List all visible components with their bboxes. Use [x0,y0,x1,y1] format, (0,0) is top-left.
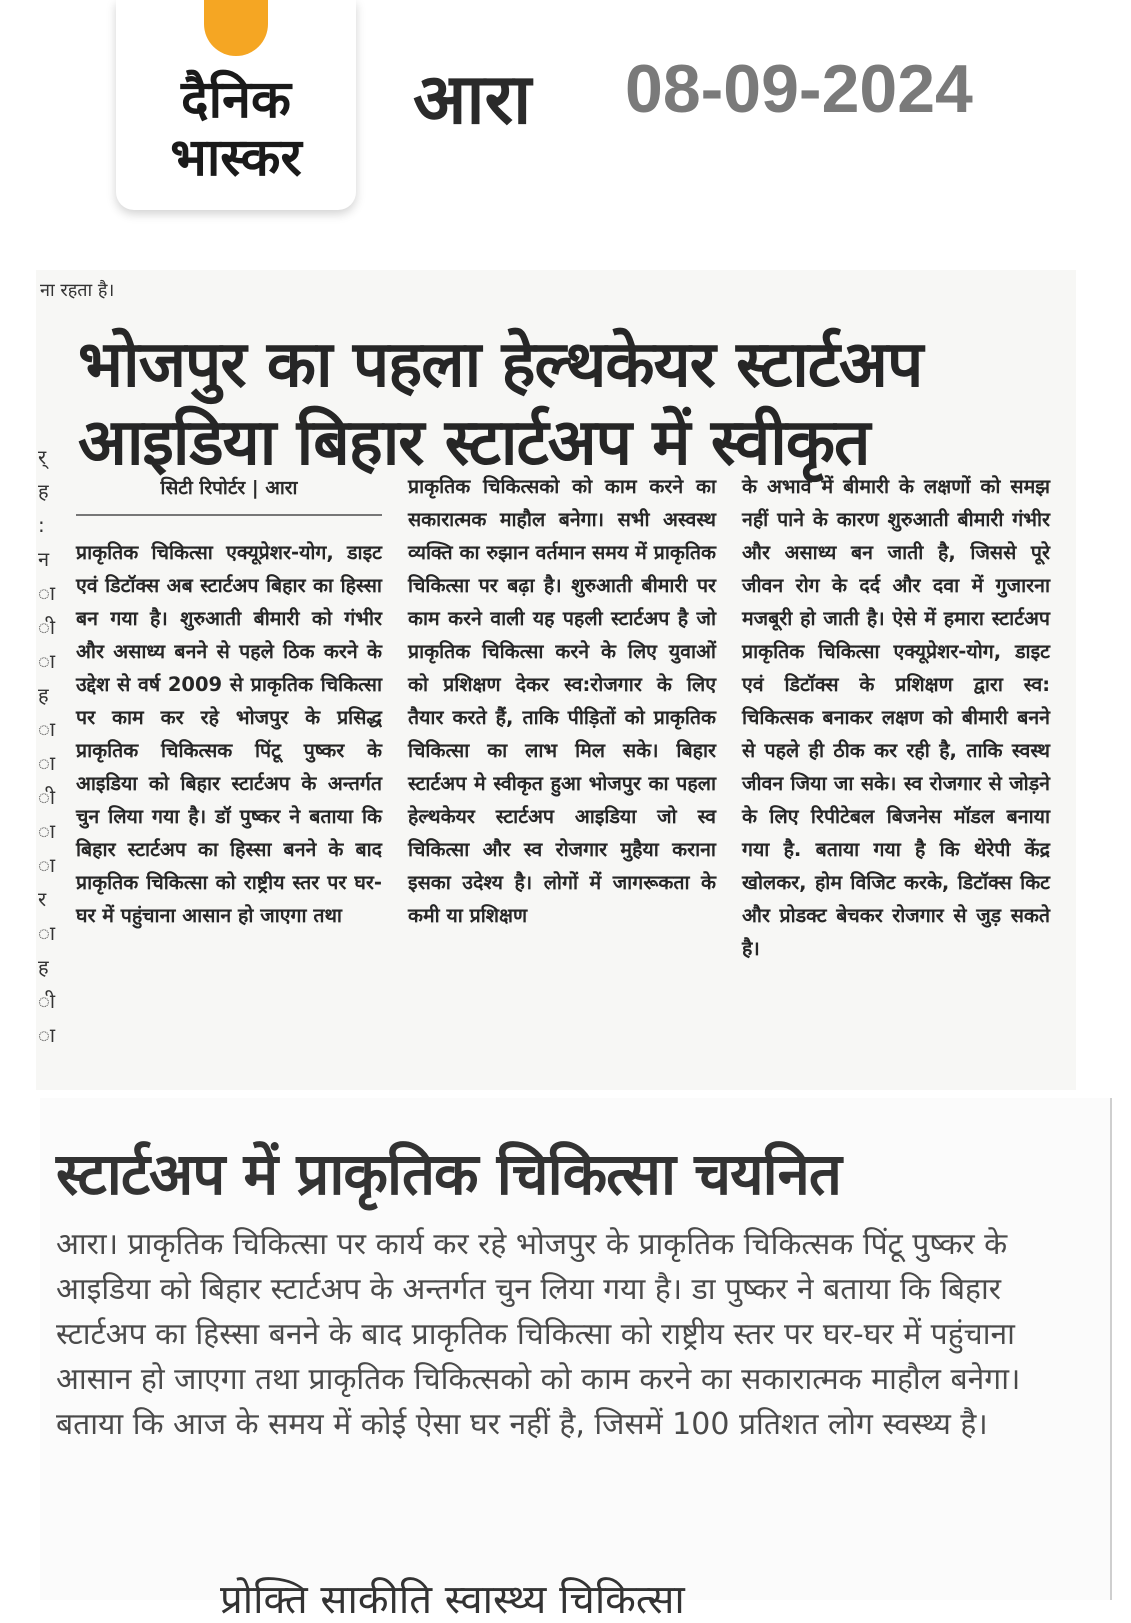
adjacent-column-edge: र् ह : न ा ी ा ह ा ा ी ा ा र ा ह ी ा [38,445,56,1047]
headline-line2: आइडिया बिहार स्टार्टअप में स्वीकृत [78,406,870,480]
article-column-1: प्राकृतिक चिकित्सा एक्यूप्रेशर-योग, डाइट एवं डिटॉक्स अब स्टार्टअप बिहार का हिस्सा बन गया है। शुरुआती बीमारी को गंभीर और असाध्य बनने से पहले ठिक करने के उद्देश से वर्ष 2009 से प्राकृतिक चिकित्सा पर काम कर रहे भोजपुर के प्रसिद्ध प्राकृतिक चिकित्सक पिंटू पुष्कर के आइडिया को बिहार स्टार्टअप के अन्तर्गत चुन लिया गया है। डॉ पुष्कर ने बताया कि बिहार स्टार्टअप का हिस्सा बनने के बाद प्राकृतिक चिकित्सा को राष्ट्रीय स्तर पर घर-घर में पहुंचाना आसान हो जाएगा तथा [76,541,382,927]
secondary-body: आरा। प्राकृतिक चिकित्सा पर कार्य कर रहे भोजपुर के प्राकृतिक चिकित्सक पिंटू पुष्कर के आइडिया को बिहार स्टार्टअप के अन्तर्गत चुन लिया गया है। डा पुष्कर ने बताया कि बिहार स्टार्टअप का हिस्सा बनने के बाद प्राकृतिक चिकित्सा को राष्ट्रीय स्तर पर घर-घर में पहुंचाना आसान हो जाएगा तथा प्राकृतिक चिकित्सको को काम करने का सकारात्मक माहौल बनेगा। बताया कि आज के समय में कोई ऐसा घर नहीं है, जिसमें 100 प्रतिशत लोग स्वस्थ्य है। [56,1227,1021,1442]
headline-line1: भोजपुर का पहला हेल्थकेयर स्टार्टअप [78,328,923,402]
previous-article-fragment: ना रहता है। [40,280,115,301]
edition-date: 08-09-2024 [625,51,973,127]
article-column-3: के अभाव में बीमारी के लक्षणों को समझ नहीं पाने के कारण शुरुआती बीमारी गंभीर और असाध्य बन जाती है, जिससे पूरे जीवन रोग के दर्द और दवा में गुजारना मजबूरी हो जाती है। ऐसे में हमारा स्टार्टअप प्राकृतिक चिकित्सा एक्यूप्रेशर-योग, डाइट एवं डिटॉक्स के प्रशिक्षण द्वारा स्व: चिकित्सक बनाकर लक्षण को बीमारी बनने से पहले ही ठीक कर रही है, ताकि स्वस्थ जीवन जिया जा सके। स्व रोजगार से जोड़ने के लिए रिपीटेबल बिजनेस मॉडल बनाया गया है. बताया गया है कि थेरेपी केंद्र खोलकर, होम विजिट करके, डिटॉक्स किट और प्रोडक्ट बेचकर रोजगार से जुड़ सकते है। [742,475,1050,960]
logo-line2: भास्कर [170,128,302,188]
edition-city: आरा [413,58,532,140]
byline: सिटी रिपोर्टर | आरा [76,474,382,516]
article-column-2: प्राकृतिक चिकित्सको को काम करने का सकारात्मक माहौल बनेगा। सभी अस्वस्थ व्यक्ति का रुझान वर्तमान समय में प्राकृतिक चिकित्सा पर बढ़ा है। शुरुआती बीमारी पर काम करने वाली यह पहली स्टार्टअप है जो प्राकृतिक चिकित्सा करने के लिए युवाओं को प्रशिक्षण देकर स्व:रोजगार के लिए तैयार करते हैं, ताकि पीड़ितों को प्राकृतिक चिकित्सा का लाभ मिल सके। बिहार स्टार्टअप मे स्वीकृत हुआ भोजपुर का पहला हेल्थकेयर स्टार्टअप आइडिया जो स्व चिकित्सा और स्व रोजगार मुहैया कराना इसका उदेश्य है। लोगों में जागरूकता के कमी या प्रशिक्षण [408,475,716,927]
cut-off-next-line: प्रोक्ति साकीति स्वास्थ्य चिकित्सा [220,1577,685,1623]
newspaper-logo [116,0,356,210]
secondary-headline: स्टार्टअप में प्राकृतिक चिकित्सा चयनित [56,1140,841,1208]
sun-logo-icon [204,0,268,56]
logo-line1: दैनिक [181,70,291,130]
